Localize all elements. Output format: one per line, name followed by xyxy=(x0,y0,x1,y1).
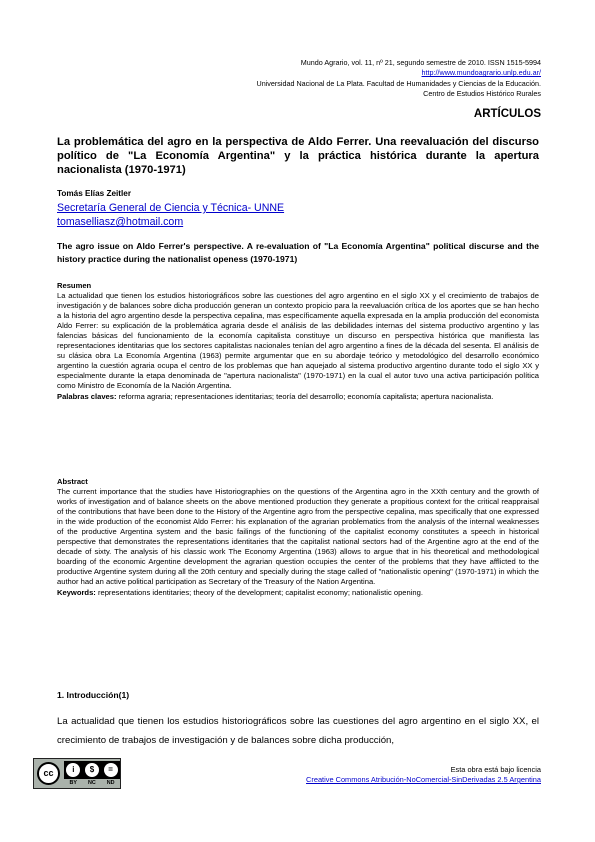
license-line: Esta obra está bajo licencia xyxy=(450,765,541,774)
abstract-section xyxy=(57,477,539,598)
cc-logo-icon: cc xyxy=(37,762,60,785)
institution-line: Universidad Nacional de La Plata. Facultad de Humanidades y Ciencias de la Educación. xyxy=(256,78,541,88)
section-label: ARTÍCULOS xyxy=(473,108,541,120)
journal-citation: Mundo Agrario, vol. 11, nº 21, segundo semestre de 2010. ISSN 1515-5994 xyxy=(300,58,541,67)
body-paragraph: La actualidad que tienen los estudios historiográficos sobre las cuestiones del agro argentino en el siglo XX, el crecimiento de trabajos de investigación y de balances sobre dicha producción, xyxy=(57,716,539,746)
license-note xyxy=(306,765,541,785)
abstract-heading: Abstract xyxy=(57,477,88,486)
section-heading: 1. Introducción(1) xyxy=(57,690,130,700)
affiliation-block xyxy=(57,201,284,229)
journal-url-link[interactable]: http://www.mundoagrario.unlp.edu.ar/ xyxy=(421,68,541,78)
author-name: Tomás Elías Zeitler xyxy=(57,189,132,198)
creative-commons-badge[interactable] xyxy=(33,758,121,789)
license-link[interactable]: Creative Commons Atribución-NoComercial-SinDerivadas 2.5 Argentina xyxy=(306,775,541,784)
cc-icons-strip xyxy=(64,761,120,779)
attribution-icon: i xyxy=(66,763,80,777)
article-title: La problemática del agro en la perspectiva de Aldo Ferrer. Una reevaluación del discurso político de "La Economía Argentina" y la práctica histórica durante la apertura nacionalista (1970-1971) xyxy=(57,136,539,176)
resumen-heading: Resumen xyxy=(57,281,92,290)
affiliation-link[interactable]: Secretaría General de Ciencia y Técnica- UNNE xyxy=(57,202,285,214)
resumen-keywords-label: Palabras claves: xyxy=(57,391,117,401)
resumen-section xyxy=(57,281,539,402)
cc-codes xyxy=(64,780,120,786)
english-title: The agro issue on Aldo Ferrer's perspective. A re-evaluation of "La Economía Argentina" political discurse and the history practice during the nationalist openess (1970-1971) xyxy=(57,241,539,264)
abstract-keywords: representations identitaries; theory of the development; capitalist economy; nationalistic opening. xyxy=(97,587,423,597)
cc-code-nd: ND xyxy=(106,780,115,786)
resumen-text: La actualidad que tienen los estudios historiográficos sobre las cuestiones del agro argentino en el siglo XX y el crecimiento de trabajos de investigación y de balances sobre dicha producción generan un contexto propicio para la reevaluación crítica de los aportes que se han hecho a la historia del agro argentino desde la perspectiva cepalina, mas específicamente aquella expresada en la amplia producción del economista Aldo Ferrer: su explicación de la problemática agraria desde el análisis de las debilidades internas del sistema productivo argentino y las falencias básicas del funcionamiento de la economía capitalista constituye un discurso en perspectiva histórica que manifiesta las representaciones identitarias que los sectores capitalistas nacionales tenían del agro argentino a fines de la década del sesenta. El análisis de su clásica obra La Economía Argentina (1963) permite argumentar que en su abordaje teórico y metodológico del desarrollo económico argentino la cuestión agraria ocupa el centro de los problemas que han aquejado al sistema productivo argentino durante todo el siglo XX y especialmente durante la etapa denominada de "apertura nacionalista" (1970-1971) en la cual el autor tuvo una activa participación política como Ministro de Economía de la Nación Argentina. xyxy=(57,291,539,391)
resumen-keywords: reforma agraria; representaciones identitarias; teoría del desarrollo; economía capitalista; apertura nacionalista. xyxy=(118,391,494,401)
noncommercial-icon: $ xyxy=(85,763,99,777)
email-link[interactable]: tomaselliasz@hotmail.com xyxy=(57,216,184,228)
abstract-text: The current importance that the studies have Historiographies on the questions of the Argentina agro in the XXth century and the growth of works of investigation and of balance sheets on the above mentioned production they generate a propitious context for the critical reappraisal of the contributions that have been done to the History of the Argentine agro from the perspective cepalina, mas specifically that one expressed in the wide production of the economist Aldo Ferrer: his explanation of the agrarian problematics from the analysis of the internal weaknesses of the productive Argentina system and the basic failings of the functioning of the capitalist economy constitutes a speech in historical perspective that demonstrates the representations identitaries that the capitalist national sectors had of the Argentine agro at the end of the decade of sixty. The analysis of his classic work The Economy Argentina (1963) allows to argue that in his theoretical and methodological boarding of the economic Argentine development the agrarian question occupies the center of the problems that they have afflicted to the productive Argentine system during all the 20th century and specially during the stage called of "nationalistic opening" (1970-1971) in which the author had an active political participation as Secretary of the Treasury of the Nation Argentina. xyxy=(57,487,539,587)
journal-header xyxy=(257,58,541,100)
noderivatives-icon: = xyxy=(104,763,118,777)
cc-code-nc: NC xyxy=(87,780,96,786)
abstract-keywords-label: Keywords: xyxy=(57,587,96,597)
center-line: Centro de Estudios Histórico Rurales xyxy=(423,89,541,99)
cc-code-by: BY xyxy=(69,780,77,786)
